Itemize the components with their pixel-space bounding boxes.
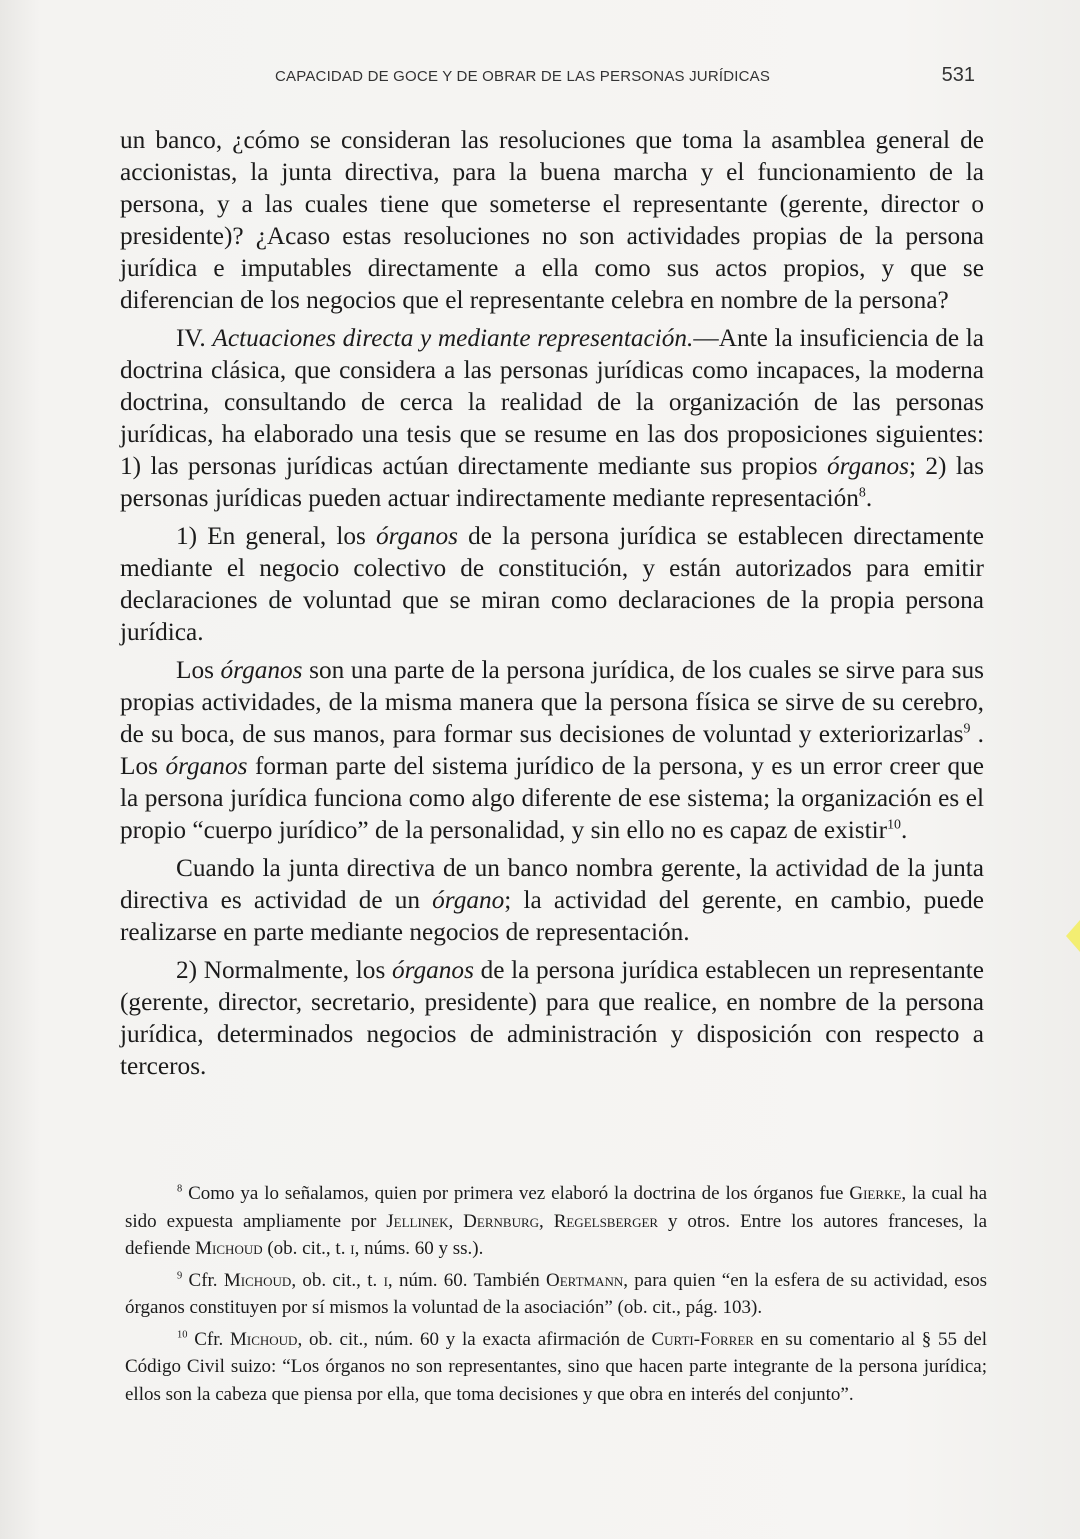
paragraph-bank-example: Cuando la junta directiva de un banco nombra gerente, la actividad de la junta directiva es actividad de un órgano; la actividad del gerente, en cambio, puede realizarse en parte mediante negocios de representación. xyxy=(120,854,984,946)
footnote-ref-10[interactable]: 10 xyxy=(887,817,901,833)
author-name: Michoud xyxy=(223,1269,292,1291)
footnote-mark: 8 xyxy=(177,1183,183,1195)
footnote-ref-9[interactable]: 9 xyxy=(963,721,971,737)
italic-term: órganos xyxy=(375,522,458,550)
paragraph-organs-2: 2) Normalmente, los órganos de la persona jurídica establecen un representante (gerente, director, secretario, presidente) para que realice, en nombre de la persona jurídica, determinados negocios de administración y disposición con respecto a terceros. xyxy=(120,956,984,1080)
footnote-ref-8[interactable]: 8 xyxy=(858,485,866,501)
footnote-mark: 10 xyxy=(177,1329,188,1341)
author-name: Oertmann xyxy=(546,1269,624,1291)
author-name: Dernburg xyxy=(463,1210,540,1232)
section-numeral: IV. xyxy=(176,324,206,352)
italic-term: órganos xyxy=(220,656,303,684)
bookmark-tab xyxy=(1066,920,1080,952)
italic-term: órganos xyxy=(826,452,909,480)
author-name: Michoud xyxy=(195,1238,263,1259)
main-text xyxy=(120,124,984,1082)
footnote-10: $^{10}$ Cfr. Michoud, ob. cit., núm. 60 y la exacta afirmación de Curti-Forrer en su comentario al § 55 del Código Civil suizo: “Los órganos no son representantes, sino que hacen parte integrante de la persona jurídica; ellos son la cabeza que piensa por ella, que toma decisiones y que obra en interés del conjunto”. xyxy=(125,1328,987,1405)
author-name: Jellinek xyxy=(386,1210,449,1232)
italic-term: órgano xyxy=(432,886,505,914)
footnote-mark: 9 xyxy=(177,1270,183,1282)
italic-term: órganos xyxy=(165,752,248,780)
paragraph-organs-1: 1) En general, los órganos de la persona jurídica se establecen directamente mediante el negocio colectivo de constitución, y están autorizados para emitir declaraciones de voluntad que se miran como declaraciones de la propia persona jurídica. xyxy=(120,522,984,646)
paragraph-continued: un banco, ¿cómo se consideran las resoluciones que toma la asamblea general de accionistas, la junta directiva, para la buena marcha y el funcionamiento de la persona, y a las cuales tiene que someterse el representante (gerente, director o presidente)? ¿Acaso estas resoluciones no son actividades propias de la persona jurídica e imputables directamente a ella como sus actos propios, y que se diferencian de los negocios que el representante celebra en nombre de la persona? xyxy=(120,126,984,314)
footnote-8: $^8$ Como ya lo señalamos, quien por primera vez elaboró la doctrina de los órganos fue Gierke, la cual ha sido expuesta ampliamente por Jellinek, Dernburg, Regelsberger y otros. Entre los autores franceses, la defiende Michoud (ob. cit., t. i, núms. 60 y ss.). xyxy=(125,1183,988,1259)
paragraph-section-iv: IV. Actuaciones directa y mediante representación.—Ante la insuficiencia de la doctrina clásica, que considera a las personas jurídicas como incapaces, la moderna doctrina, consultando de cerca la realidad de la organización de las personas jurídicas, ha elaborado una tesis que se resume en las dos proposiciones siguientes: 1) las personas jurídicas actúan directamente mediante sus propios órganos; 2) las personas jurídicas pueden actuar indirectamente mediante representación$^8$. xyxy=(120,324,984,512)
page-number: 531 xyxy=(941,64,975,86)
roman-numeral: i xyxy=(350,1238,355,1259)
footnote-9: $^9$ Cfr. Michoud, ob. cit., t. i, núm. 60. También Oertmann, para quien “en la esfera de su actividad, esos órganos constituyen por sí mismos la voluntad de la asociación” (ob. cit., pág. 103). xyxy=(125,1269,987,1318)
running-title: CAPACIDAD DE GOCE Y DE OBRAR DE LAS PERSONAS JURÍDICAS xyxy=(275,68,771,85)
running-head xyxy=(120,66,975,94)
roman-numeral: i xyxy=(383,1269,388,1291)
paragraph-organs-part: Los órganos son una parte de la persona jurídica, de los cuales se sirve para sus propias actividades, de la misma manera que la persona física se sirve de su cerebro, de su boca, de sus manos, para formar sus decisiones de voluntad y exteriorizarlas$^9$ . Los órganos forman parte del sistema jurídico de la persona, y es un error creer que la persona jurídica funciona como algo diferente de ese sistema; la organización es el propio “cuerpo jurídico” de la personalidad, y sin ello no es capaz de existir$^{10}$. xyxy=(120,656,984,844)
section-heading: Actuaciones directa y mediante representación. xyxy=(212,324,694,352)
author-name: Curti-Forrer xyxy=(651,1328,754,1350)
author-name: Gierke xyxy=(849,1183,902,1204)
footnotes xyxy=(125,1180,987,1412)
author-name: Michoud xyxy=(229,1328,298,1350)
author-name: Regelsberger xyxy=(553,1210,659,1232)
italic-term: órganos xyxy=(391,956,474,984)
